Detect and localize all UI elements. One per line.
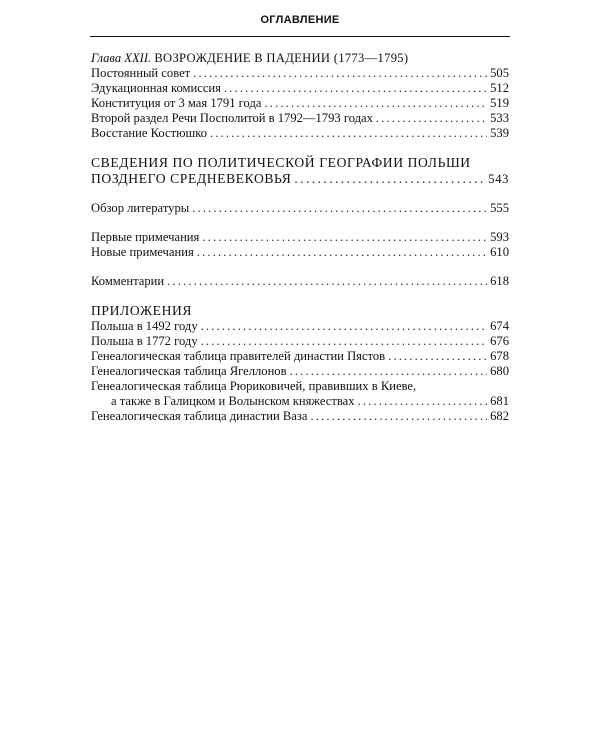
toc-entry-page: 512 (490, 81, 509, 95)
toc-entry-page: 682 (490, 409, 509, 423)
toc-entry-label: Конституция от 3 мая 1791 года (91, 96, 262, 110)
toc-entry-label: Генеалогическая таблица династии Ваза (91, 409, 308, 423)
toc-entry-vasa[interactable] (91, 409, 509, 424)
toc-entry-geography[interactable] (91, 171, 509, 187)
toc-entry-page: 543 (488, 172, 509, 186)
toc-entry-label: Генеалогическая таблица правителей династии Пястов (91, 349, 386, 363)
dot-leader (193, 66, 487, 81)
toc-entry-label: Восстание Костюшко (91, 126, 208, 140)
appendix-title: ПРИЛОЖЕНИЯ (91, 303, 193, 318)
dot-leader (376, 111, 487, 126)
toc-entry[interactable] (91, 111, 509, 126)
toc-entry-page: 533 (490, 111, 509, 125)
chapter-title: ВОЗРОЖДЕНИЕ В ПАДЕНИИ (1773—1795) (154, 51, 409, 65)
toc-entry-commentary[interactable] (91, 274, 509, 289)
toc-entry-page: 539 (490, 126, 509, 140)
toc-entry-page: 681 (490, 394, 509, 408)
dot-leader (294, 171, 485, 187)
toc-entry-page: 678 (490, 349, 509, 363)
toc-entry-page: 610 (490, 245, 509, 259)
dot-leader (388, 349, 487, 364)
toc-entry-page: 676 (490, 334, 509, 348)
toc-entry[interactable] (91, 230, 509, 245)
toc-entry-page: 555 (490, 201, 509, 215)
dot-leader (197, 245, 487, 260)
toc-entry-page: 519 (490, 96, 509, 110)
dot-leader (264, 96, 487, 111)
dot-leader (167, 274, 487, 289)
toc-entry-rurik-line1: Генеалогическая таблица Рюриковичей, правивших в Киеве, (91, 379, 417, 393)
toc-entry[interactable] (91, 349, 509, 364)
toc-entry-label: Генеалогическая таблица Ягеллонов (91, 364, 287, 378)
chapter-prefix: Глава XXII. (91, 51, 152, 65)
dot-leader (201, 334, 487, 349)
toc-entry-label: Первые примечания (91, 230, 200, 244)
dot-leader (358, 394, 488, 409)
dot-leader (224, 81, 487, 96)
toc-entry[interactable] (91, 96, 509, 111)
dot-leader (290, 364, 488, 379)
dot-leader (201, 319, 487, 334)
toc-entry[interactable] (91, 245, 509, 260)
chapter-heading (91, 51, 509, 66)
toc-entry-page: 674 (490, 319, 509, 333)
geography-title-line2: ПОЗДНЕГО СРЕДНЕВЕКОВЬЯ (91, 171, 292, 186)
toc-entry[interactable] (91, 334, 509, 349)
toc-entry-label: Эдукационная комиссия (91, 81, 221, 95)
toc-entry-page: 618 (490, 274, 509, 288)
toc-entry[interactable] (91, 66, 509, 81)
toc-entry-label: Новые примечания (91, 245, 194, 259)
toc-entry-label: Обзор литературы (91, 201, 190, 215)
header-rule (90, 36, 510, 37)
dot-leader (192, 201, 487, 216)
toc-entry-label: а также в Галицком и Волынском княжествах (111, 394, 355, 408)
toc-entry-label: Постоянный совет (91, 66, 191, 80)
toc-entry-page: 505 (490, 66, 509, 80)
toc-entry-rurik[interactable] (91, 394, 509, 409)
toc-entry[interactable] (91, 81, 509, 96)
toc-entry-label: Польша в 1492 году (91, 319, 198, 333)
table-of-contents (91, 51, 509, 424)
toc-entry-page: 593 (490, 230, 509, 244)
toc-entry-label: Польша в 1772 году (91, 334, 198, 348)
toc-entry-label: Второй раздел Речи Посполитой в 1792—1793 годах (91, 111, 373, 125)
toc-entry[interactable] (91, 364, 509, 379)
toc-entry[interactable] (91, 126, 509, 141)
toc-entry-label: Комментарии (91, 274, 165, 288)
geography-title-line1: СВЕДЕНИЯ ПО ПОЛИТИЧЕСКОЙ ГЕОГРАФИИ ПОЛЬШИ (91, 155, 471, 170)
dot-leader (310, 409, 487, 424)
dot-leader (210, 126, 487, 141)
toc-entry-literature[interactable] (91, 201, 509, 216)
toc-entry[interactable] (91, 319, 509, 334)
running-header: ОГЛАВЛЕНИЕ (260, 14, 340, 26)
dot-leader (202, 230, 487, 245)
toc-entry-page: 680 (490, 364, 509, 378)
